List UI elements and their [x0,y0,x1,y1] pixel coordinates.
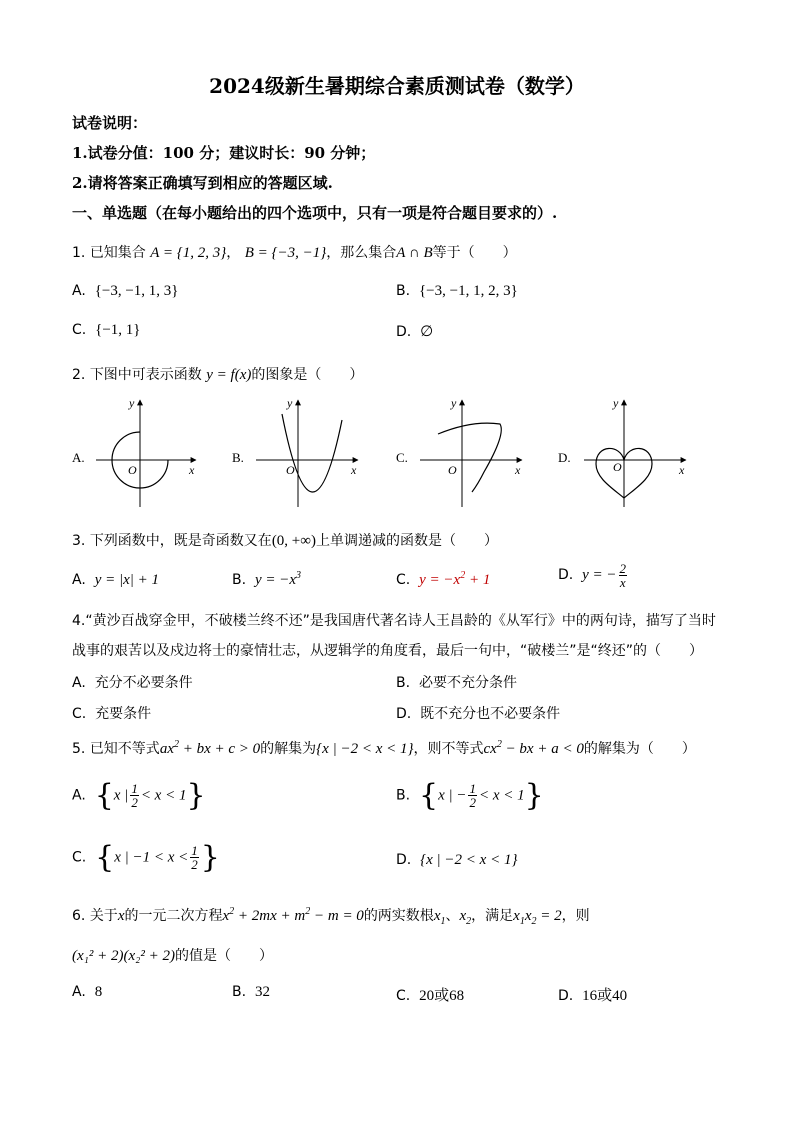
question-number: 6. [72,908,86,924]
root-subscript: 1 [519,916,525,927]
option-value: {−3, −1, 1, 3} [94,283,179,299]
interval-expr: (0, +∞) [271,533,316,549]
q2-graphs [60,392,750,512]
option-value: {−1, 1} [95,322,141,338]
expr-base: cx [483,741,497,757]
graph-label: B. [232,450,244,465]
option-value: 充要条件 [95,706,152,722]
condition-value: = 2 [536,908,562,924]
option-value: 8 [94,984,103,1000]
option-label: B. [396,675,411,691]
root-var: x [524,908,532,924]
question-text: ，那么集合 [326,245,397,261]
question-text: 下图中可表示函数 [89,367,202,383]
function-expr: y = f(x) [206,367,252,383]
option-a[interactable] [72,572,159,589]
option-value: 既不充分也不必要条件 [420,706,561,722]
root-subscript: 2 [531,916,537,927]
origin-label: O [448,463,457,477]
set-a: A = {1, 2, 3} [150,245,227,261]
option-d[interactable] [396,852,517,869]
x-axis-label: x [515,463,521,477]
option-c[interactable] [72,703,151,723]
option-value: {−3, −1, 1, 2, 3} [418,283,518,299]
option-value: 必要不充分条件 [418,675,517,691]
equation [222,908,363,924]
right-brace: } [524,778,544,813]
root-1 [433,908,446,927]
option-value: 充分不必要条件 [94,675,193,691]
question-5 [72,738,696,758]
x-axis-label: x [351,463,357,477]
option-label: D. [396,852,412,868]
set-prefix: x | − [438,787,467,804]
left-brace: { [94,778,114,813]
question-text: 上单调递减的函数是（ ） [315,533,498,549]
fraction [190,844,199,871]
question-4-line-2: 战事的艰苦以及戍边将士的豪情壮志，从逻辑学的角度看，最后一句中，“破楼兰”是“终还”的（ ） [72,643,704,659]
option-label: A. [72,283,86,299]
question-1 [72,242,517,262]
solution-set: {x | −2 < x < 1} [316,741,414,757]
expr-exponent: 2 [460,570,466,581]
option-a[interactable] [72,672,193,692]
expr-tail: − bx + a < 0 [501,741,584,757]
y-axis-label: y [613,396,619,410]
question-3 [72,530,498,550]
question-6-line-2 [72,945,273,965]
question-text: 的两实数根 [363,908,434,924]
option-c[interactable] [72,840,220,875]
option-value: ∅ [420,324,434,340]
fraction [619,562,628,589]
option-value: 16或40 [582,988,628,1004]
option-b[interactable] [396,672,517,692]
option-label: C. [72,322,87,338]
inequality-2 [483,741,583,757]
section-heading: 一、单选题（在每小题给出的四个选项中，只有一项是符合题目要求的）. [72,204,558,222]
set-suffix: < x < 1 [478,787,525,804]
expr-base: x [222,908,230,924]
root-subscript: 2 [466,916,472,927]
question-number: 5. [72,741,86,757]
numerator: 1 [469,781,476,796]
fraction [468,782,477,809]
option-label: A. [72,984,86,1000]
page-title: 2024级新生暑期综合素质测试卷（数学） [209,74,585,98]
set-b: B = {−3, −1} [244,245,327,261]
option-b[interactable] [396,778,544,813]
right-brace: } [200,840,220,875]
graph-label: A. [72,450,85,465]
set-prefix: x | [113,787,129,804]
denominator: 2 [191,857,198,872]
option-value [419,572,490,588]
question-2 [72,364,363,384]
separator: ， [226,245,241,261]
option-label: C. [72,706,87,722]
question-text: 关于 [89,908,118,924]
option-label: A. [72,675,86,691]
denominator: 2 [469,795,476,810]
option-label: A. [72,787,86,804]
graph-c[interactable] [396,396,522,507]
option-label: A. [72,572,86,588]
y-axis-label: y [129,396,135,410]
right-brace: } [186,778,206,813]
option-value [582,561,629,590]
root-subscript: 1 [440,916,446,927]
expr-base: ax [159,741,174,757]
option-label: C. [396,988,411,1004]
question-text: 的图象是（ ） [251,367,364,383]
option-label: D. [396,324,412,340]
condition [513,908,562,927]
instructions-heading: 试卷说明： [72,114,148,132]
graph-a[interactable] [72,396,196,507]
option-value: y = |x| + 1 [94,572,159,588]
question-text: 等于（ ） [432,245,517,261]
expr-tail: + bx + c > 0 [178,741,261,757]
option-label: B. [396,283,411,299]
question-4-line-1 [72,610,716,630]
option-a[interactable] [72,984,102,1001]
origin-label: O [128,463,137,477]
instructions-line-2: 2.请将答案正确填写到相应的答题区域. [72,174,333,192]
graph-label: C. [396,450,408,465]
option-d[interactable] [396,703,560,723]
x-axis-label: x [189,463,195,477]
numerator: 1 [131,781,138,796]
option-label: B. [396,787,411,804]
expr-base: y = −x [419,572,461,588]
expr-base: y = −x [254,572,297,588]
expr-exponent: 2 [305,906,311,917]
expr-exponent: 2 [173,739,179,750]
numerator: 2 [619,561,627,576]
question-text: 的值是（ ） [174,948,273,964]
y-axis-label: y [451,396,457,410]
origin-label: O [613,460,622,474]
question-text: 的一元二次方程 [124,908,223,924]
graph-d[interactable] [558,396,686,507]
question-number: 4. [72,613,86,629]
root-var: x [513,908,520,924]
root-2 [459,908,472,927]
expr-base: y = − [582,566,617,583]
x-axis-label: x [679,463,685,477]
option-value: {x | −2 < x < 1} [420,852,518,868]
question-text: 、 [445,908,460,924]
option-c[interactable] [396,572,490,589]
set-prefix: x | −1 < x < [114,849,189,866]
option-c[interactable] [72,322,141,339]
expr-exponent: 3 [296,570,302,581]
denominator: x [619,575,626,590]
option-d[interactable] [396,322,433,341]
option-label: D. [558,566,574,583]
left-brace: { [418,778,439,813]
question-text: 下列函数中，既是奇函数又在 [89,533,272,549]
option-c[interactable] [396,984,464,1005]
root-var: x [459,908,467,924]
fraction [130,782,139,809]
variable: x [117,908,125,924]
expr-middle: + 2mx + m [234,908,306,924]
question-text: “黄沙百战穿金甲，不破楼兰终不还”是我国唐代著名诗人王昌龄的《从军行》中的两句诗，描写了当时 [85,613,716,629]
option-label: C. [396,572,411,588]
product-expr: (x₁² + 2)(x₂² + 2) [72,948,175,964]
option-a[interactable] [72,778,206,813]
expr-exponent: 2 [496,739,502,750]
intersection-expr: A ∩ B [396,245,433,261]
option-a[interactable] [72,283,179,300]
question-text: 的解集为（ ） [583,741,696,757]
option-label: B. [232,984,247,1000]
option-value: 32 [254,984,270,1000]
option-b[interactable] [232,984,270,1001]
numerator: 1 [191,843,198,858]
root-var: x [433,908,441,924]
question-number: 1. [72,245,86,261]
option-d[interactable] [558,984,627,1005]
inequality-1 [160,741,260,757]
origin-label: O [286,463,295,477]
instructions-line-1: 1.试卷分值：100 分；建议时长：90 分钟； [72,144,376,162]
question-text: ，则不等式 [413,741,484,757]
question-6-line-1 [72,905,590,925]
graph-label: D. [558,450,571,465]
graph-b[interactable] [232,396,358,507]
option-label: D. [558,988,574,1004]
option-d[interactable] [558,562,629,589]
expr-tail: − m = 0 [310,908,364,924]
option-value: 20或68 [419,988,465,1004]
question-text: 已知不等式 [89,741,160,757]
option-b[interactable] [396,283,518,300]
option-b[interactable] [232,572,301,589]
denominator: 2 [131,795,138,810]
expr-exponent: 2 [229,906,235,917]
expr-tail: + 1 [465,572,491,588]
question-text: ，满足 [471,908,514,924]
question-number: 3. [72,533,86,549]
option-label: D. [396,706,412,722]
set-suffix: < x < 1 [140,787,187,804]
option-label: C. [72,849,87,866]
option-label: B. [232,572,247,588]
option-value [255,572,301,588]
question-text: 的解集为 [260,741,317,757]
question-text: ，则 [561,908,590,924]
left-brace: { [95,840,115,875]
question-text: 已知集合 [89,245,146,261]
question-number: 2. [72,367,86,383]
y-axis-label: y [287,396,293,410]
